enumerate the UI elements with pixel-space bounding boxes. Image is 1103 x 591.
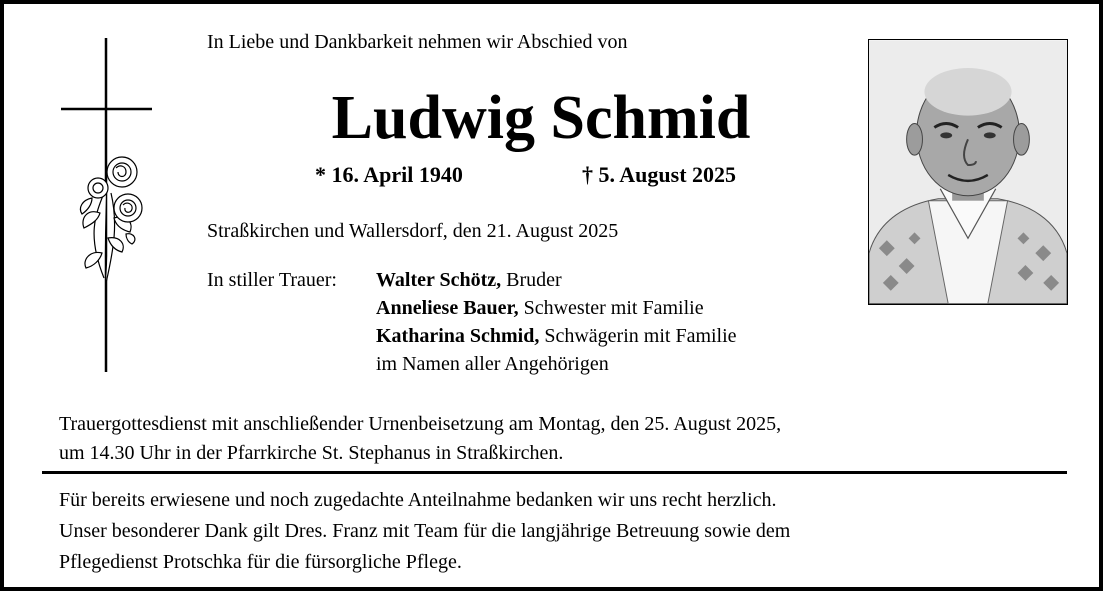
mourner-entry (376, 268, 562, 292)
intro-text: In Liebe und Dankbarkeit nehmen wir Abschied von (207, 31, 628, 53)
mourner-relation: Schwester mit Familie (518, 297, 704, 319)
service-info (59, 410, 781, 468)
mourners-closing: im Namen aller Angehörigen (376, 353, 609, 375)
thanks-line: Pflegedienst Protschka für die fürsorgliche Pflege. (59, 551, 462, 573)
thanks-line: Für bereits erwiesene und noch zugedachte Anteilnahme bedanken wir uns recht herzlich. (59, 489, 777, 511)
thanks-line: Unser besonderer Dank gilt Dres. Franz mit Team für die langjährige Betreuung sowie dem (59, 520, 791, 542)
deceased-name: Ludwig Schmid (331, 84, 751, 152)
service-line: Trauergottesdienst mit anschließender Urnenbeisetzung am Montag, den 25. August 2025, (59, 413, 782, 435)
thanks-text (59, 485, 790, 578)
service-line: um 14.30 Uhr in der Pfarrkirche St. Stephanus in Straßkirchen. (59, 442, 564, 464)
mourner-name: Katharina Schmid, (376, 325, 540, 347)
mourner-relation: Bruder (501, 269, 562, 291)
mourner-relation: Schwägerin mit Familie (539, 325, 737, 347)
mourners-label: In stiller Trauer: (207, 269, 337, 291)
mourner-name: Walter Schötz, (376, 269, 502, 291)
portrait-photo (868, 39, 1068, 305)
death-date: † 5. August 2025 (582, 162, 737, 187)
divider (42, 471, 1067, 474)
birth-date: * 16. April 1940 (315, 162, 463, 187)
mourner-entry (376, 324, 737, 348)
place-and-date: Straßkirchen und Wallersdorf, den 21. August 2025 (207, 220, 619, 242)
mourner-name: Anneliese Bauer, (376, 297, 519, 319)
mourner-entry (376, 296, 704, 320)
